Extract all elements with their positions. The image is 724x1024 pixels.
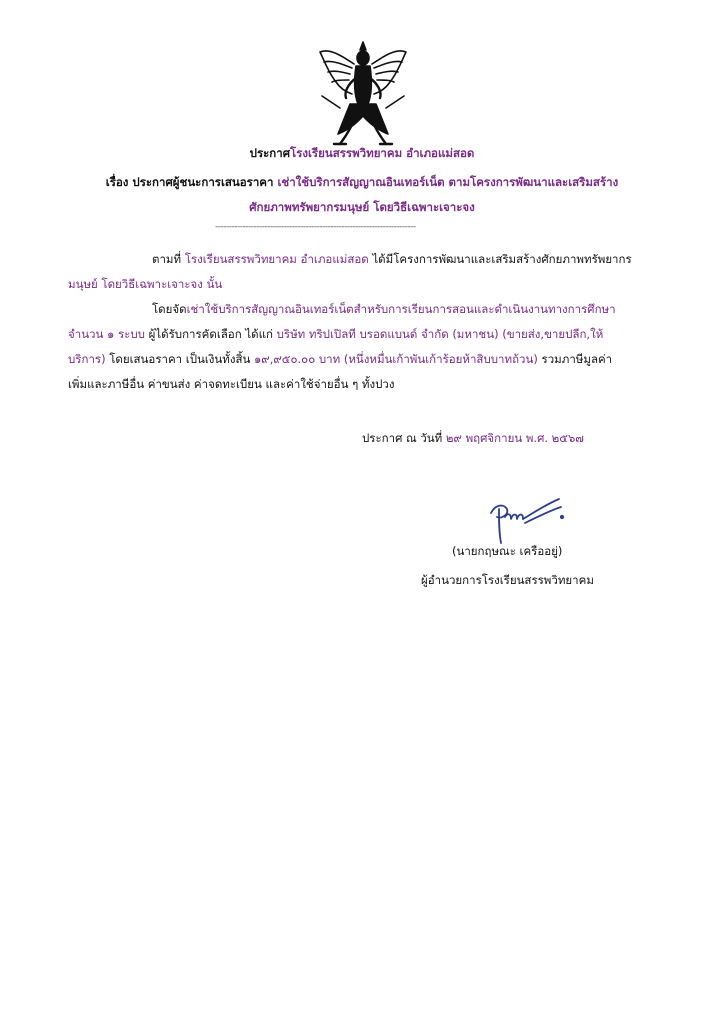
winning-company-cont: บริการ) xyxy=(68,352,106,366)
text-segment: ผู้ได้รับการคัดเลือก ได้แก่ xyxy=(144,327,277,341)
text-segment: รวมภาษีมูลค่า xyxy=(537,352,613,366)
text-segment: โดยจัด xyxy=(152,302,187,316)
signatory-name: (นายกฤษณะ เครืออยู่) xyxy=(452,544,563,558)
subject-item: เช่าใช้บริการสัญญาณอินเทอร์เน็ต ตามโครงการพัฒนาและเสริมสร้าง xyxy=(277,175,619,189)
paragraph-reference xyxy=(68,247,656,297)
paragraph-award xyxy=(68,297,656,397)
quantity: จำนวน ๑ ระบบ xyxy=(68,327,145,341)
garuda-emblem-icon xyxy=(316,38,410,150)
text-segment: ตามที่ xyxy=(152,252,185,266)
text-segment: โดยเสนอราคา เป็นเงินทั้งสิ้น xyxy=(105,352,254,366)
title-divider: ------------------------------------------------------------------------- xyxy=(215,222,416,232)
date-value: ๒๙ พฤศจิกายน พ.ศ. ๒๕๖๗ xyxy=(445,431,584,445)
paragraph-line xyxy=(68,247,656,272)
school-name: โรงเรียนสรรพวิทยาคม อำเภอแม่สอด xyxy=(184,252,369,266)
paragraph-line xyxy=(68,272,656,297)
paragraph-line xyxy=(68,297,656,322)
document-title xyxy=(40,142,684,164)
document-subject xyxy=(40,171,684,193)
date-prefix: ประกาศ ณ วันที่ xyxy=(362,431,446,445)
subject-prefix: เรื่อง ประกาศผู้ชนะการเสนอราคา xyxy=(105,175,274,189)
handwritten-signature-icon xyxy=(485,495,565,545)
bid-amount: ๑๙,๙๕๐.๐๐ บาท (หนึ่งหมื่นเก้าพันเก้าร้อยห้าสิบบาทถ้วน) xyxy=(254,352,538,366)
text-segment: ได้มีโครงการพัฒนาและเสริมสร้างศักยภาพทรัพยากร xyxy=(368,252,632,266)
document-subject-line2 xyxy=(40,196,684,218)
winning-company: บริษัท ทริปเปิลที บรอดแบนด์ จำกัด (มหาชน) (ขายส่ง,ขายปลีก,ให้ xyxy=(276,327,604,341)
paragraph-line xyxy=(68,372,656,397)
signatory-position: ผู้อำนวยการโรงเรียนสรรพวิทยาคม xyxy=(421,573,594,587)
text-segment: เพิ่มและภาษีอื่น ค่าขนส่ง ค่าจดทะเบียน และค่าใช้จ่ายอื่น ๆ ทั้งปวง xyxy=(68,377,395,391)
title-prefix: ประกาศ xyxy=(249,146,291,160)
paragraph-line xyxy=(68,347,656,372)
text-segment: มนุษย์ โดยวิธีเฉพาะเจาะจง นั้น xyxy=(68,277,223,291)
procurement-item: เช่าใช้บริการสัญญาณอินเทอร์เน็ตสำหรับการเรียนการสอนและดำเนินงานทางการศึกษา xyxy=(186,302,616,316)
announcement-date xyxy=(362,430,584,448)
paragraph-line xyxy=(68,322,656,347)
title-school: โรงเรียนสรรพวิทยาคม อำเภอแม่สอด xyxy=(290,146,475,160)
subject-item-line2: ศักยภาพทรัพยากรมนุษย์ โดยวิธีเฉพาะเจาะจง xyxy=(249,200,475,214)
